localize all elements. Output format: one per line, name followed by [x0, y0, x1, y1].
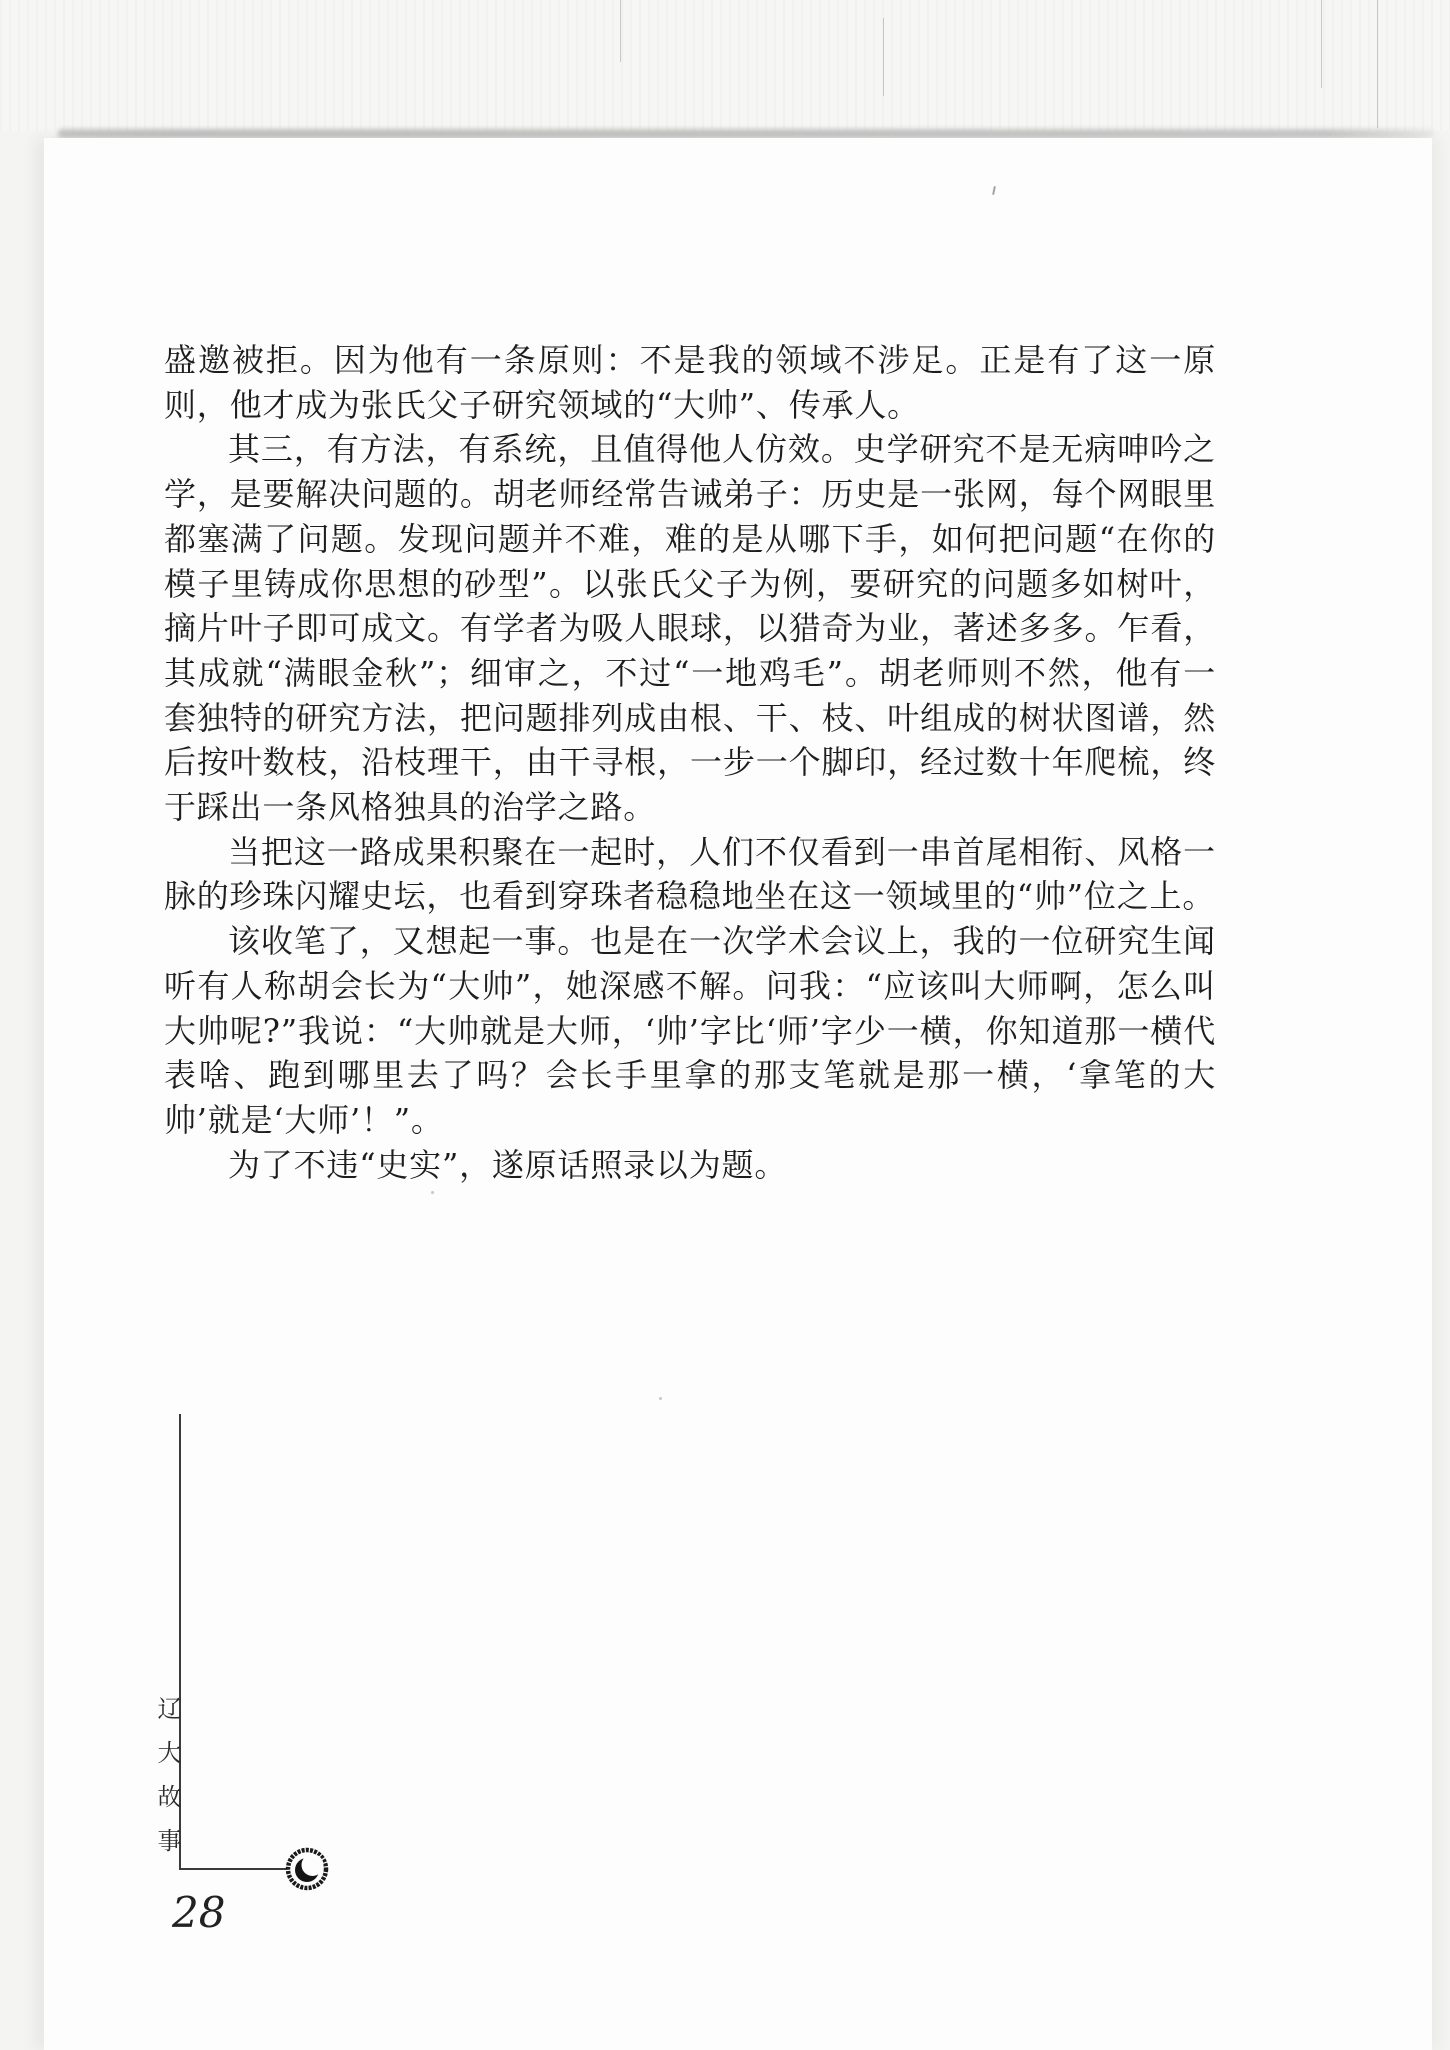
paragraph: 其三，有方法，有系统，且值得他人仿效。史学研究不是无病呻吟之学，是要解决问题的。胡老师经常告诫弟子：历史是一张网，每个网眼里都塞满了问题。发现问题并不难，难的是从哪下手，如何把问题“在你的模子里铸成你思想的砂型”。以张氏父子为例，要研究的问题多如树叶，摘片叶子即可成文。有学者为吸人眼球，以猎奇为业，著述多多。乍看，其成就“满眼金秋”；细审之，不过“一地鸡毛”。胡老师则不然，他有一套独特的研究方法，把问题排列成由根、干、枝、叶组成的树状图谱，然后按叶数枝，沿枝理干，由干寻根，一步一个脚印，经过数十年爬梳，终于踩出一条风格独具的治学之路。: [164, 430, 1216, 827]
body-text: [164, 338, 1216, 1187]
scan-speck: [659, 1397, 662, 1400]
publisher-seal-icon: [285, 1847, 329, 1891]
page-number: 28: [172, 1888, 226, 1937]
paragraph-continuation: 盛邀被拒。因为他有一条原则：不是我的领域不涉足。正是有了这一原则，他才成为张氏父子研究领域的“大帅”、传承人。: [164, 341, 1216, 424]
footer-corner-rule: [179, 1414, 287, 1870]
scan-speck: [431, 1191, 434, 1194]
paragraph: 当把这一路成果积聚在一起时，人们不仅看到一串首尾相衔、风格一脉的珍珠闪耀史坛，也看到穿珠者稳稳地坐在这一领域里的“帅”位之上。: [164, 832, 1216, 916]
scan-artifact-line: [1377, 0, 1378, 128]
scan-speck: [992, 186, 996, 195]
scan-texture-band: [0, 0, 1450, 131]
scan-artifact-line: [883, 18, 884, 96]
paragraph: 该收笔了，又想起一事。也是在一次学术会议上，我的一位研究生闻听有人称胡会长为“大帅”，她深感不解。问我：“应该叫大师啊，怎么叫大帅呢?”我说：“大帅就是大师，‘帅’字比‘师’字少一横，你知道那一横代表啥、跑到哪里去了吗？会长手里拿的那支笔就是那一横，‘拿笔的大帅’就是‘大师’！”。: [164, 922, 1216, 1139]
series-title-vertical: 辽大故事: [153, 1696, 181, 1872]
paragraph: 为了不违“史实”，遂原话照录以为题。: [228, 1145, 788, 1184]
book-page: [44, 138, 1432, 2050]
page-top-edge-shadow: [58, 129, 1434, 138]
scan-artifact-line: [620, 0, 621, 62]
scan-artifact-line: [1321, 0, 1322, 88]
